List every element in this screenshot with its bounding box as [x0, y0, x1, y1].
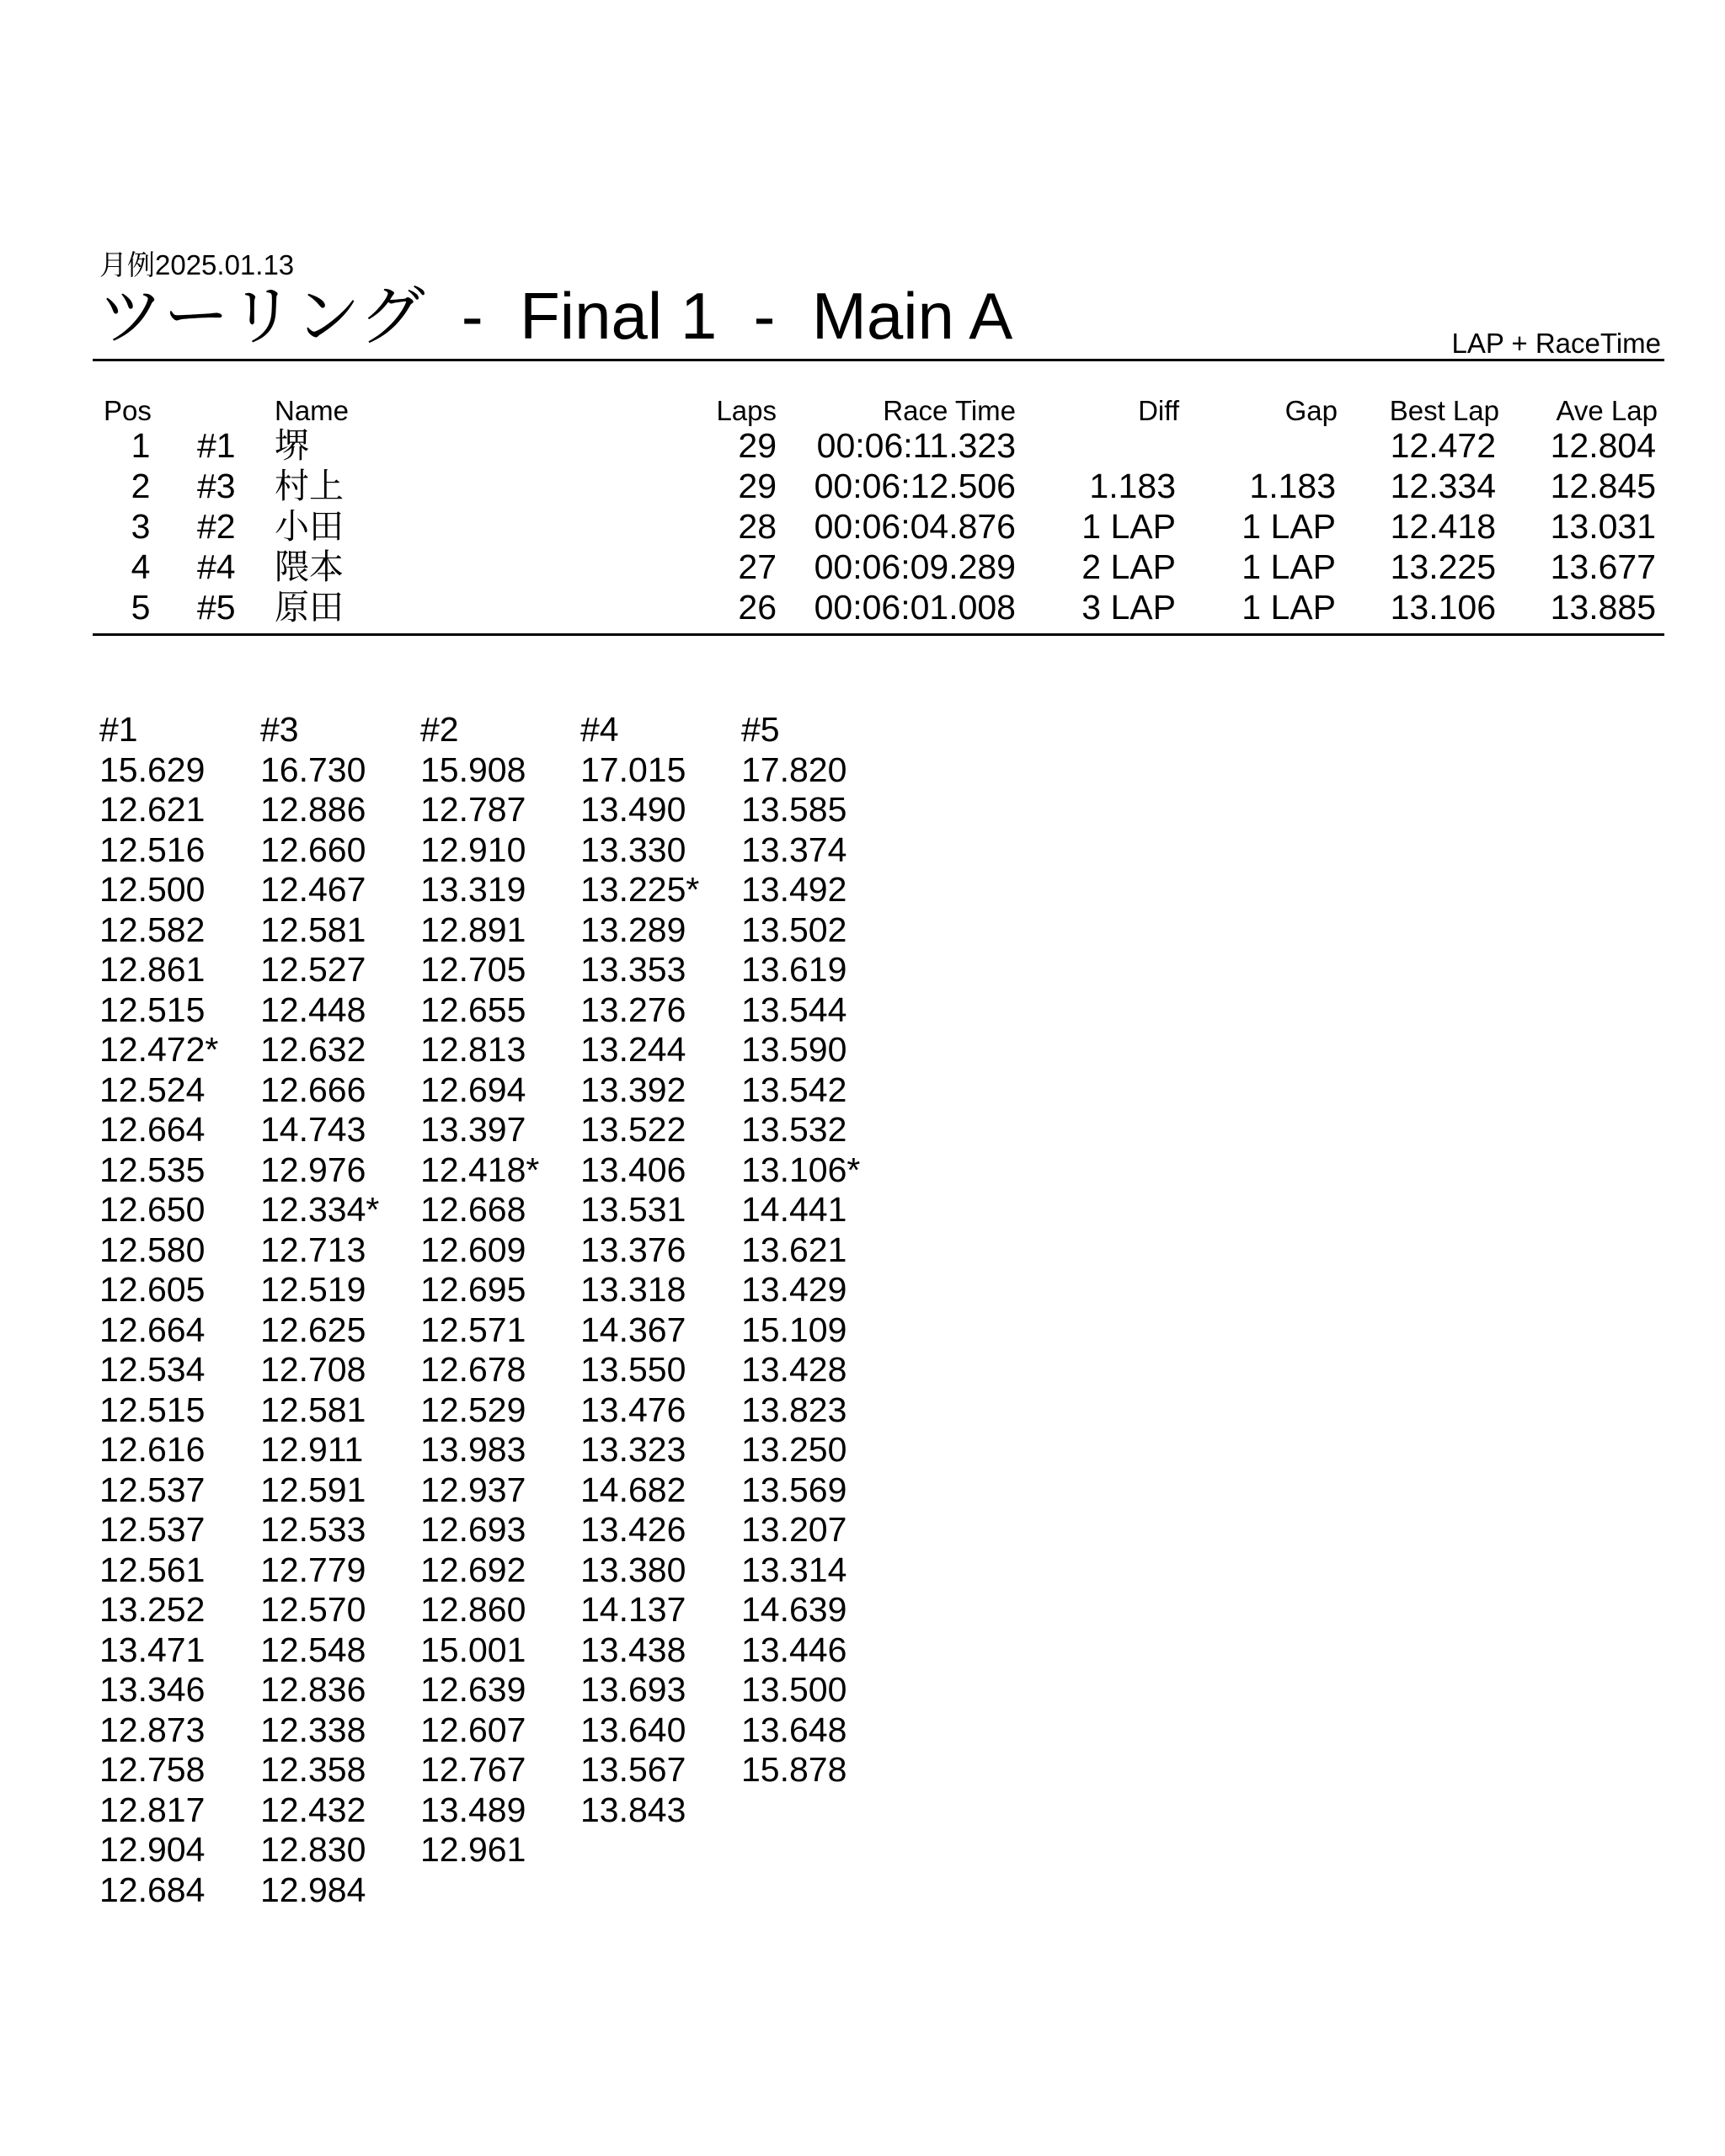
- lap-time: 13.244: [580, 1030, 686, 1069]
- lap-time: 12.338: [260, 1710, 366, 1749]
- lap-time: 13.567: [580, 1750, 686, 1789]
- lap-time: 12.961: [420, 1830, 526, 1869]
- lap-time: 12.515: [99, 1390, 206, 1429]
- race-title: ツーリング - Final 1 - Main A: [98, 279, 1013, 353]
- header-divider: [93, 359, 1664, 361]
- lap-time: 13.429: [741, 1270, 847, 1309]
- lap-time: 12.860: [420, 1590, 526, 1629]
- lap-time: 12.616: [99, 1430, 206, 1469]
- lap-time: 13.106*: [741, 1150, 861, 1189]
- column-header-diff: Diff: [1138, 395, 1179, 426]
- lap-time: 13.532: [741, 1110, 847, 1149]
- result-best-lap: 13.106: [1390, 588, 1496, 627]
- result-car-number: #3: [197, 467, 236, 505]
- result-laps: 29: [738, 426, 777, 465]
- result-best-lap: 13.225: [1390, 547, 1496, 586]
- result-driver-name: 小田: [275, 507, 344, 546]
- lap-time: 12.519: [260, 1270, 366, 1309]
- lap-time: 12.861: [99, 950, 206, 989]
- lap-time: 13.346: [99, 1670, 206, 1709]
- lap-column: [420, 710, 539, 1870]
- lap-time: 12.713: [260, 1230, 366, 1269]
- lap-time: 13.590: [741, 1030, 847, 1069]
- lap-column-header: #2: [420, 710, 459, 749]
- lap-time: 12.678: [420, 1350, 526, 1389]
- lap-time: 12.836: [260, 1670, 366, 1709]
- lap-time: 13.397: [420, 1110, 526, 1149]
- lap-time: 12.609: [420, 1230, 526, 1269]
- result-pos: 4: [131, 547, 151, 586]
- lap-time: 13.542: [741, 1070, 847, 1109]
- result-race-time: 00:06:04.876: [814, 507, 1016, 546]
- lap-column-header: #4: [580, 710, 619, 749]
- result-row: [0, 425, 1725, 466]
- lap-time: 12.684: [99, 1870, 206, 1909]
- lap-time: 13.531: [580, 1190, 686, 1229]
- lap-time: 13.648: [741, 1710, 847, 1749]
- result-laps: 29: [738, 467, 777, 505]
- lap-time: 14.441: [741, 1190, 847, 1229]
- result-laps: 26: [738, 588, 777, 627]
- lap-time: 13.446: [741, 1630, 847, 1669]
- lap-time: 13.522: [580, 1110, 686, 1149]
- lap-time: 13.406: [580, 1150, 686, 1189]
- lap-time: 13.276: [580, 990, 686, 1029]
- lap-time: 13.471: [99, 1630, 206, 1669]
- lap-time: 12.787: [420, 790, 526, 829]
- result-diff: 2 LAP: [1081, 547, 1176, 586]
- lap-time: 14.367: [580, 1310, 686, 1349]
- lap-time: 12.692: [420, 1550, 526, 1589]
- lap-time: 12.537: [99, 1510, 206, 1549]
- lap-time: 12.418*: [420, 1150, 540, 1189]
- result-pos: 2: [131, 467, 151, 505]
- lap-time: 12.664: [99, 1110, 206, 1149]
- lap-time: 13.983: [420, 1430, 526, 1469]
- lap-time: 12.660: [260, 830, 366, 869]
- lap-time: 12.500: [99, 870, 206, 909]
- lap-time: 12.984: [260, 1870, 366, 1909]
- lap-time: 12.708: [260, 1350, 366, 1389]
- lap-time: 13.380: [580, 1550, 686, 1589]
- lap-time: 12.705: [420, 950, 526, 989]
- lap-time: 13.544: [741, 990, 847, 1029]
- lap-time: 13.500: [741, 1670, 847, 1709]
- result-best-lap: 12.418: [1390, 507, 1496, 546]
- lap-time: 12.910: [420, 830, 526, 869]
- result-row: [0, 547, 1725, 587]
- lap-time: 13.376: [580, 1230, 686, 1269]
- lap-time: 15.629: [99, 750, 206, 789]
- lap-time: 12.581: [260, 910, 366, 949]
- lap-time: 12.886: [260, 790, 366, 829]
- lap-time: 13.438: [580, 1630, 686, 1669]
- lap-time: 12.571: [420, 1310, 526, 1349]
- lap-time: 12.515: [99, 990, 206, 1029]
- event-date: 月例2025.01.13: [99, 249, 295, 280]
- lap-time: 12.779: [260, 1550, 366, 1589]
- result-ave-lap: 12.804: [1550, 426, 1656, 465]
- lap-time: 14.639: [741, 1590, 847, 1629]
- lap-time: 12.448: [260, 990, 366, 1029]
- lap-time: 13.314: [741, 1550, 847, 1589]
- lap-time: 13.353: [580, 950, 686, 989]
- column-header-pos: Pos: [104, 395, 152, 426]
- lap-time: 12.891: [420, 910, 526, 949]
- lap-time: 17.015: [580, 750, 686, 789]
- lap-time: 12.904: [99, 1830, 206, 1869]
- column-header-ave-lap: Ave Lap: [1556, 395, 1658, 426]
- result-pos: 5: [131, 588, 151, 627]
- lap-time: 12.533: [260, 1510, 366, 1549]
- column-header-name: Name: [275, 395, 350, 426]
- lap-time: 12.529: [420, 1390, 526, 1429]
- lap-time: 13.550: [580, 1350, 686, 1389]
- lap-time: 13.843: [580, 1790, 686, 1829]
- result-driver-name: 隈本: [275, 547, 344, 586]
- lap-time: 14.743: [260, 1110, 366, 1149]
- result-race-time: 00:06:12.506: [814, 467, 1016, 505]
- result-race-time: 00:06:09.289: [814, 547, 1016, 586]
- lap-time: 12.570: [260, 1590, 366, 1629]
- lap-time: 13.621: [741, 1230, 847, 1269]
- lap-time: 14.137: [580, 1590, 686, 1629]
- result-laps: 27: [738, 547, 777, 586]
- lap-time: 13.428: [741, 1350, 847, 1389]
- result-diff: 3 LAP: [1081, 588, 1176, 627]
- lap-time: 12.561: [99, 1550, 206, 1589]
- lap-time: 12.607: [420, 1710, 526, 1749]
- lap-time: 13.489: [420, 1790, 526, 1829]
- lap-time: 12.548: [260, 1630, 366, 1669]
- lap-time: 13.318: [580, 1270, 686, 1309]
- lap-column: [741, 710, 860, 1790]
- lap-time: 13.640: [580, 1710, 686, 1749]
- result-diff: 1.183: [1089, 467, 1176, 505]
- lap-time: 12.664: [99, 1310, 206, 1349]
- lap-time: 13.502: [741, 910, 847, 949]
- result-gap: 1.183: [1249, 467, 1336, 505]
- lap-time: 12.830: [260, 1830, 366, 1869]
- lap-time: 13.250: [741, 1430, 847, 1469]
- lap-column-header: #5: [741, 710, 780, 749]
- lap-time: 13.225*: [580, 870, 700, 909]
- result-pos: 1: [131, 426, 151, 465]
- result-car-number: #1: [197, 426, 236, 465]
- lap-column: [580, 710, 699, 1830]
- result-driver-name: 原田: [275, 588, 344, 627]
- result-race-time: 00:06:11.323: [816, 426, 1016, 465]
- lap-time: 13.330: [580, 830, 686, 869]
- lap-time: 13.319: [420, 870, 526, 909]
- lap-column: [99, 710, 218, 1910]
- lap-time: 12.813: [420, 1030, 526, 1069]
- lap-time: 13.374: [741, 830, 847, 869]
- result-diff: 1 LAP: [1081, 507, 1176, 546]
- result-row: [0, 506, 1725, 547]
- lap-time: 12.817: [99, 1790, 206, 1829]
- lap-time: 14.682: [580, 1470, 686, 1509]
- lap-time: 13.585: [741, 790, 847, 829]
- lap-time: 13.492: [741, 870, 847, 909]
- lap-time: 12.621: [99, 790, 206, 829]
- lap-time: 13.323: [580, 1430, 686, 1469]
- lap-time: 12.666: [260, 1070, 366, 1109]
- lap-time: 12.605: [99, 1270, 206, 1309]
- column-header-laps: Laps: [716, 395, 777, 426]
- lap-time: 13.823: [741, 1390, 847, 1429]
- lap-time: 15.109: [741, 1310, 847, 1349]
- lap-time: 13.693: [580, 1670, 686, 1709]
- lap-time: 13.252: [99, 1590, 206, 1629]
- lap-time: 13.476: [580, 1390, 686, 1429]
- lap-time: 12.334*: [260, 1190, 380, 1229]
- results-divider: [93, 633, 1664, 636]
- lap-time: 12.758: [99, 1750, 206, 1789]
- result-ave-lap: 13.885: [1550, 588, 1656, 627]
- lap-time: 12.467: [260, 870, 366, 909]
- lap-time: 12.581: [260, 1390, 366, 1429]
- lap-time: 12.527: [260, 950, 366, 989]
- lap-time: 13.207: [741, 1510, 847, 1549]
- result-driver-name: 村上: [275, 467, 344, 505]
- lap-time: 12.358: [260, 1750, 366, 1789]
- result-ave-lap: 13.677: [1550, 547, 1656, 586]
- result-race-time: 00:06:01.008: [814, 588, 1016, 627]
- lap-time: 15.001: [420, 1630, 526, 1669]
- lap-time: 13.619: [741, 950, 847, 989]
- lap-column-header: #1: [99, 710, 138, 749]
- lap-time: 12.694: [420, 1070, 526, 1109]
- lap-time: 15.908: [420, 750, 526, 789]
- result-driver-name: 堺: [275, 426, 309, 465]
- report-subtitle: LAP + RaceTime: [1451, 328, 1661, 359]
- result-car-number: #2: [197, 507, 236, 546]
- result-car-number: #4: [197, 547, 236, 586]
- result-gap: 1 LAP: [1242, 507, 1336, 546]
- lap-time: 12.535: [99, 1150, 206, 1189]
- column-header-race-time: Race Time: [883, 395, 1016, 426]
- lap-time: 15.878: [741, 1750, 847, 1789]
- result-gap: 1 LAP: [1242, 547, 1336, 586]
- lap-time: 12.911: [260, 1430, 364, 1469]
- lap-time: 12.472*: [99, 1030, 219, 1069]
- result-best-lap: 12.334: [1390, 467, 1496, 505]
- result-best-lap: 12.472: [1390, 426, 1496, 465]
- lap-time: 13.426: [580, 1510, 686, 1549]
- lap-time: 12.537: [99, 1470, 206, 1509]
- column-header-best-lap: Best Lap: [1389, 395, 1499, 426]
- lap-time: 12.582: [99, 910, 206, 949]
- lap-time: 12.516: [99, 830, 206, 869]
- lap-time: 12.695: [420, 1270, 526, 1309]
- lap-time: 12.873: [99, 1710, 206, 1749]
- column-header-gap: Gap: [1284, 395, 1338, 426]
- result-pos: 3: [131, 507, 151, 546]
- lap-time: 12.937: [420, 1470, 526, 1509]
- lap-column: [260, 710, 379, 1910]
- lap-time: 12.524: [99, 1070, 206, 1109]
- lap-time: 12.432: [260, 1790, 366, 1829]
- result-row: [0, 466, 1725, 506]
- result-ave-lap: 13.031: [1550, 507, 1656, 546]
- lap-time: 12.625: [260, 1310, 366, 1349]
- lap-column-header: #3: [260, 710, 299, 749]
- result-gap: 1 LAP: [1242, 588, 1336, 627]
- result-row: [0, 587, 1725, 627]
- lap-time: 13.289: [580, 910, 686, 949]
- lap-time: 13.569: [741, 1470, 847, 1509]
- lap-time: 12.693: [420, 1510, 526, 1549]
- lap-time: 12.632: [260, 1030, 366, 1069]
- lap-time: 13.392: [580, 1070, 686, 1109]
- lap-time: 12.534: [99, 1350, 206, 1389]
- lap-time: 12.580: [99, 1230, 206, 1269]
- lap-time: 12.591: [260, 1470, 366, 1509]
- lap-time: 12.767: [420, 1750, 526, 1789]
- result-laps: 28: [738, 507, 777, 546]
- lap-time: 13.490: [580, 790, 686, 829]
- lap-time: 12.668: [420, 1190, 526, 1229]
- lap-time: 17.820: [741, 750, 847, 789]
- lap-time: 16.730: [260, 750, 366, 789]
- result-ave-lap: 12.845: [1550, 467, 1656, 505]
- result-car-number: #5: [197, 588, 236, 627]
- lap-time: 12.650: [99, 1190, 206, 1229]
- lap-time: 12.655: [420, 990, 526, 1029]
- lap-time: 12.639: [420, 1670, 526, 1709]
- lap-time: 12.976: [260, 1150, 366, 1189]
